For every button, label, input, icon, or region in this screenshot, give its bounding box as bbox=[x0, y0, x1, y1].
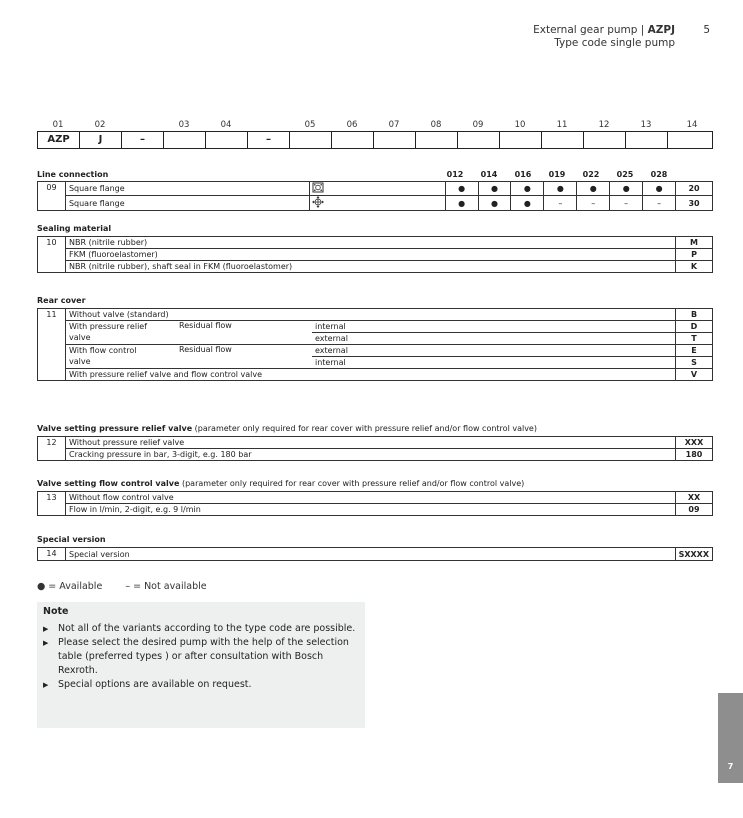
row-label: With pressure relief valve and flow control valve bbox=[66, 369, 676, 381]
row-num: 13 bbox=[38, 492, 66, 516]
label-part: valve bbox=[69, 357, 91, 366]
row-label: Without valve (standard) bbox=[66, 309, 676, 321]
option-code: K bbox=[676, 261, 713, 273]
list-item: ▶ Not all of the variants according to the type code are possible. bbox=[43, 622, 357, 636]
valve-prv-table bbox=[37, 436, 713, 461]
option-code: 20 bbox=[676, 182, 713, 196]
row-num: 10 bbox=[38, 237, 66, 273]
code-04 bbox=[206, 132, 248, 148]
code-11 bbox=[542, 132, 584, 148]
row-option: internal bbox=[312, 357, 676, 369]
option-code: B bbox=[676, 309, 713, 321]
code-dash: – bbox=[248, 132, 290, 148]
section-title-line-connection: Line connection bbox=[37, 170, 109, 179]
chapter-number: 7 bbox=[727, 762, 734, 771]
option-code: S bbox=[676, 357, 713, 369]
size-label: 025 bbox=[616, 170, 634, 179]
table-row bbox=[38, 437, 713, 449]
size-label: 014 bbox=[480, 170, 498, 179]
row-label: NBR (nitrile rubber) bbox=[66, 237, 676, 249]
availability: – bbox=[610, 196, 643, 211]
code-08 bbox=[416, 132, 458, 148]
code-pos: 14 bbox=[686, 120, 698, 130]
option-code: SXXXX bbox=[675, 548, 712, 561]
table-row bbox=[38, 345, 713, 357]
code-06 bbox=[332, 132, 374, 148]
table-row bbox=[38, 237, 713, 249]
option-code: XX bbox=[676, 492, 713, 504]
code-14 bbox=[668, 132, 712, 148]
row-label: Special version bbox=[66, 548, 676, 561]
row-num: 11 bbox=[38, 309, 66, 381]
section-title-special: Special version bbox=[37, 535, 106, 544]
availability: ● bbox=[544, 182, 577, 196]
list-item: ▶ Special options are available on request. bbox=[43, 678, 357, 692]
type-code-box bbox=[37, 131, 713, 149]
table-row bbox=[38, 449, 713, 461]
header-prefix: External gear pump | bbox=[533, 24, 648, 36]
availability: ● bbox=[478, 196, 511, 211]
legend-not-available: – = Not available bbox=[125, 581, 207, 592]
square-flange-cross-icon bbox=[310, 196, 446, 211]
label-part: With flow control bbox=[69, 346, 137, 355]
title-bold: Valve setting pressure relief valve bbox=[37, 424, 193, 433]
code-pos: 04 bbox=[220, 120, 232, 130]
table-row bbox=[38, 492, 713, 504]
code-pos: 13 bbox=[640, 120, 652, 130]
note-box bbox=[37, 602, 365, 728]
row-sublabel: Residual flow bbox=[176, 321, 312, 345]
row-sublabel: Residual flow bbox=[176, 345, 312, 369]
label-part: valve bbox=[69, 333, 91, 342]
row-label bbox=[66, 345, 177, 369]
code-dash: – bbox=[122, 132, 164, 148]
availability: ● bbox=[511, 182, 544, 196]
table-row bbox=[38, 548, 713, 561]
table-row bbox=[38, 309, 713, 321]
code-10 bbox=[500, 132, 542, 148]
option-code: D bbox=[676, 321, 713, 333]
row-label: FKM (fluoroelastomer) bbox=[66, 249, 676, 261]
row-option: external bbox=[312, 333, 676, 345]
row-label: NBR (nitrile rubber), shaft seal in FKM (fluoroelastomer) bbox=[66, 261, 676, 273]
special-table bbox=[37, 547, 713, 561]
code-01: AZP bbox=[38, 132, 80, 148]
row-label: Without pressure relief valve bbox=[66, 437, 676, 449]
option-code: 180 bbox=[676, 449, 713, 461]
row-label: Without flow control valve bbox=[66, 492, 676, 504]
size-label: 019 bbox=[548, 170, 566, 179]
availability: ● bbox=[445, 182, 478, 196]
rear-cover-table bbox=[37, 308, 713, 381]
code-05 bbox=[290, 132, 332, 148]
legend-available: ● = Available bbox=[37, 581, 103, 592]
code-pos: 08 bbox=[430, 120, 442, 130]
row-label: Square flange bbox=[65, 182, 309, 196]
title-note: (parameter only required for rear cover with pressure relief and/or flow control valve) bbox=[192, 424, 537, 433]
table-row bbox=[38, 196, 713, 211]
row-option: external bbox=[312, 345, 676, 357]
code-pos: 11 bbox=[556, 120, 568, 130]
option-code: E bbox=[676, 345, 713, 357]
label-part: With pressure relief bbox=[69, 322, 148, 331]
code-07 bbox=[374, 132, 416, 148]
row-label: Cracking pressure in bar, 3-digit, e.g. 180 bar bbox=[66, 449, 676, 461]
availability: ● bbox=[478, 182, 511, 196]
table-row bbox=[38, 369, 713, 381]
availability: ● bbox=[445, 196, 478, 211]
code-13 bbox=[626, 132, 668, 148]
availability: – bbox=[643, 196, 676, 211]
header-subtitle: Type code single pump bbox=[554, 37, 675, 49]
title-note: (parameter only required for rear cover with pressure relief and/or flow control valve) bbox=[179, 479, 525, 488]
valve-fcv-table bbox=[37, 491, 713, 516]
title-bold: Valve setting flow control valve bbox=[37, 479, 180, 488]
option-code: V bbox=[676, 369, 713, 381]
note-list bbox=[43, 622, 357, 692]
code-pos: 05 bbox=[304, 120, 316, 130]
option-code: M bbox=[676, 237, 713, 249]
row-num: 12 bbox=[38, 437, 66, 461]
table-row bbox=[38, 261, 713, 273]
size-label: 022 bbox=[582, 170, 600, 179]
note-title: Note bbox=[43, 606, 69, 617]
option-code: 09 bbox=[676, 504, 713, 516]
table-row bbox=[38, 182, 713, 196]
availability: – bbox=[544, 196, 577, 211]
code-pos: 12 bbox=[598, 120, 610, 130]
row-label: Flow in l/min, 2-digit, e.g. 9 l/min bbox=[66, 504, 676, 516]
row-label: Square flange bbox=[65, 196, 309, 211]
square-flange-4bolt-icon bbox=[310, 182, 446, 196]
size-label: 012 bbox=[446, 170, 464, 179]
availability: – bbox=[577, 196, 610, 211]
code-09 bbox=[458, 132, 500, 148]
code-pos: 06 bbox=[346, 120, 358, 130]
section-title-valve-fcv bbox=[37, 479, 524, 488]
code-12 bbox=[584, 132, 626, 148]
page-header bbox=[533, 24, 675, 50]
code-pos: 09 bbox=[472, 120, 484, 130]
table-row bbox=[38, 249, 713, 261]
availability: ● bbox=[511, 196, 544, 211]
table-row bbox=[38, 504, 713, 516]
availability: ● bbox=[577, 182, 610, 196]
code-pos: 01 bbox=[52, 120, 64, 130]
option-code: XXX bbox=[676, 437, 713, 449]
chapter-tab bbox=[718, 693, 743, 783]
code-pos: 02 bbox=[94, 120, 106, 130]
row-option: internal bbox=[312, 321, 676, 333]
section-title-sealing: Sealing material bbox=[37, 224, 112, 233]
header-product: AZPJ bbox=[647, 24, 675, 36]
page-number: 5 bbox=[703, 24, 710, 36]
option-code: 30 bbox=[676, 196, 713, 211]
line-connection-table bbox=[37, 181, 713, 211]
list-item: ▶ Please select the desired pump with the help of the selection table (preferred types ) or after consultation with Bosch Rexroth. bbox=[43, 636, 357, 678]
row-label bbox=[66, 321, 177, 345]
row-num: 14 bbox=[38, 548, 66, 561]
size-label: 016 bbox=[514, 170, 532, 179]
code-pos: 10 bbox=[514, 120, 526, 130]
section-title-valve-prv bbox=[37, 424, 537, 433]
row-num: 09 bbox=[38, 182, 66, 211]
availability: ● bbox=[610, 182, 643, 196]
sealing-table bbox=[37, 236, 713, 273]
code-pos: 07 bbox=[388, 120, 400, 130]
code-pos: 03 bbox=[178, 120, 190, 130]
size-label: 028 bbox=[650, 170, 668, 179]
option-code: P bbox=[676, 249, 713, 261]
legend bbox=[37, 581, 227, 592]
code-03 bbox=[164, 132, 206, 148]
section-title-rear-cover: Rear cover bbox=[37, 296, 86, 305]
table-row bbox=[38, 321, 713, 333]
code-02: J bbox=[80, 132, 122, 148]
availability: ● bbox=[643, 182, 676, 196]
option-code: T bbox=[676, 333, 713, 345]
